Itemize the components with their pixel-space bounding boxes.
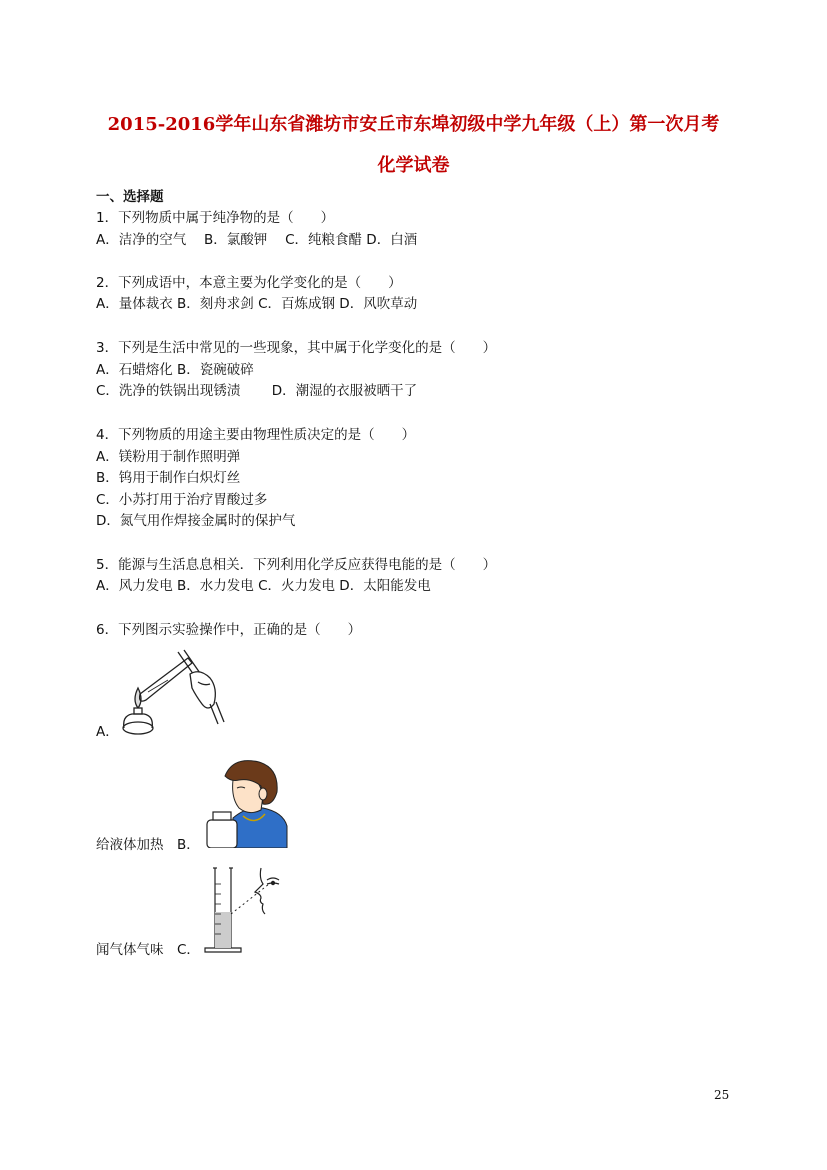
- q3-options-cd: C．洗净的铁锅出现锈渍 D．潮湿的衣服被晒干了: [96, 383, 418, 399]
- figure-reading-cylinder: [203, 864, 293, 956]
- q6-caption-b-label-c: 闻气体气味 C．: [96, 942, 200, 958]
- page-number: 25: [714, 1088, 730, 1102]
- q4-option-c: C．小苏打用于治疗胃酸过多: [96, 492, 268, 508]
- q4-option-b: B．钨用于制作白炽灯丝: [96, 470, 241, 486]
- q3-options-ab: A．石蜡熔化 B．瓷碗破碎: [96, 362, 254, 378]
- q6-label-a: A．: [96, 724, 119, 740]
- q5-stem: 5．能源与生活息息相关．下列利用化学反应获得电能的是（ ）: [96, 557, 497, 573]
- q4-option-a: A．镁粉用于制作照明弹: [96, 449, 241, 465]
- figure-smelling-bottle: [203, 756, 289, 848]
- exam-title: 2015-2016学年山东省潍坊市安丘市东埠初级中学九年级（上）第一次月考: [107, 114, 720, 135]
- q6-caption-a-label-b: 给液体加热 B．: [96, 837, 200, 853]
- figure-heating-liquid: [118, 648, 228, 740]
- exam-subtitle: 化学试卷: [377, 155, 450, 176]
- q3-stem: 3．下列是生活中常见的一些现象，其中属于化学变化的是（ ）: [96, 340, 497, 356]
- q1-options: A．洁净的空气 B．氯酸钾 C．纯粮食醋 D．白酒: [96, 232, 418, 248]
- q2-options: A．量体裁衣 B．刻舟求剑 C．百炼成钢 D．风吹草动: [96, 296, 418, 312]
- q1-stem: 1．下列物质中属于纯净物的是（ ）: [96, 210, 335, 226]
- section-heading: 一、选择题: [96, 189, 164, 205]
- q4-stem: 4．下列物质的用途主要由物理性质决定的是（ ）: [96, 427, 416, 443]
- q4-option-d: D．氮气用作焊接金属时的保护气: [96, 513, 296, 529]
- q2-stem: 2．下列成语中，本意主要为化学变化的是（ ）: [96, 275, 402, 291]
- q6-stem: 6．下列图示实验操作中，正确的是（ ）: [96, 622, 362, 638]
- q5-options: A．风力发电 B．水力发电 C．火力发电 D．太阳能发电: [96, 578, 431, 594]
